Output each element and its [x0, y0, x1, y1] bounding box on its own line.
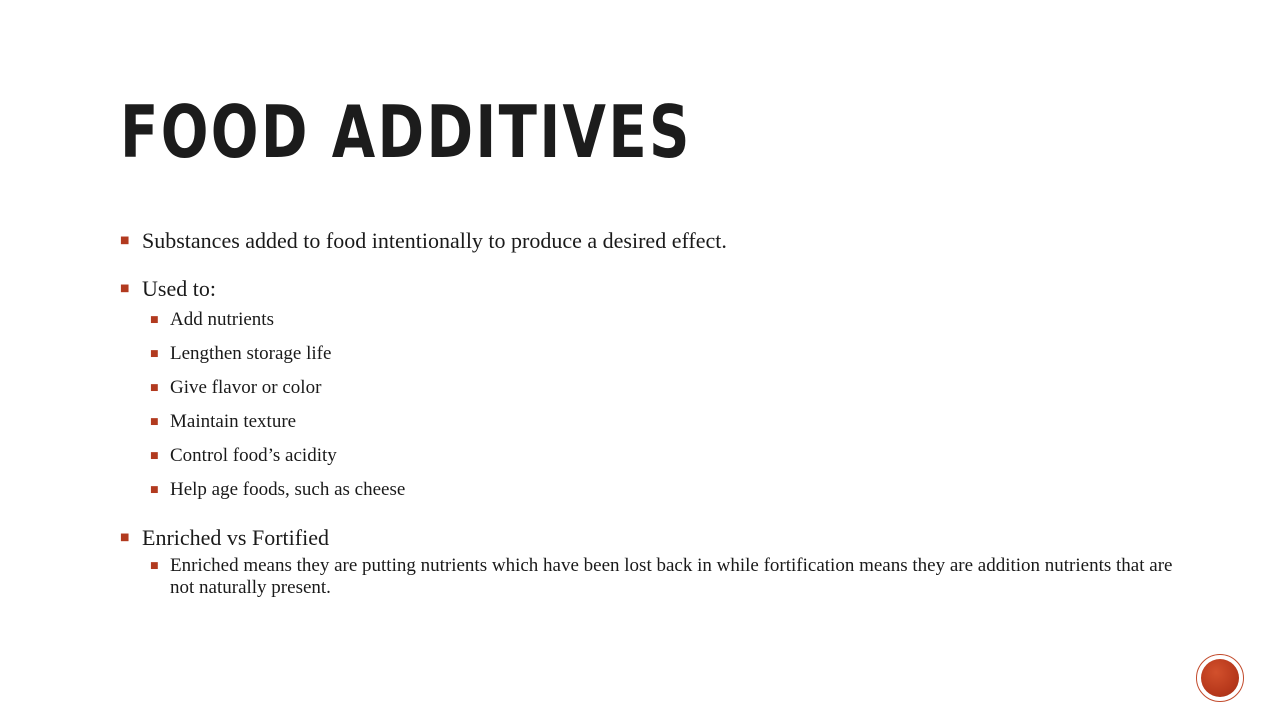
bullet-item — [120, 274, 1180, 304]
slide-title: FOOD ADDITIVES — [120, 90, 692, 174]
square-bullet-icon: ■ — [120, 532, 130, 543]
square-bullet-icon: ■ — [150, 383, 159, 393]
slide-content — [120, 226, 1180, 599]
slide-nav-circle-fill — [1201, 659, 1239, 697]
sub-bullet-item — [120, 411, 1180, 433]
sub-bullet-item — [120, 555, 1180, 599]
square-bullet-icon: ■ — [150, 485, 159, 495]
sub-bullet-item — [120, 343, 1180, 365]
sub-bullet-item — [120, 309, 1180, 331]
sub-bullet-text: Lengthen storage life — [170, 343, 332, 364]
sub-bullet-text: Help age foods, such as cheese — [170, 479, 406, 500]
sub-bullet-text: Give flavor or color — [170, 377, 322, 398]
slide-nav-circle-icon[interactable] — [1196, 654, 1244, 702]
bullet-text: Substances added to food intentionally to produce a desired effect. — [142, 228, 727, 253]
square-bullet-icon: ■ — [150, 561, 159, 571]
bullet-item — [120, 226, 1180, 256]
sub-bullet-item — [120, 479, 1180, 501]
sub-bullet-item — [120, 445, 1180, 467]
square-bullet-icon: ■ — [150, 315, 159, 325]
bullet-text: Used to: — [142, 276, 216, 301]
square-bullet-icon: ■ — [150, 451, 159, 461]
square-bullet-icon: ■ — [150, 349, 159, 359]
sub-bullet-text: Control food’s acidity — [170, 445, 337, 466]
sub-bullet-item — [120, 377, 1180, 399]
sub-bullet-text: Enriched means they are putting nutrients which have been lost back in while fortification means they are addition nutrients that are not naturally present. — [170, 555, 1173, 598]
sub-bullet-text: Maintain texture — [170, 411, 297, 432]
sub-bullet-text: Add nutrients — [170, 309, 274, 330]
square-bullet-icon: ■ — [120, 235, 130, 246]
bullet-item — [120, 523, 1180, 553]
square-bullet-icon: ■ — [120, 283, 130, 294]
square-bullet-icon: ■ — [150, 417, 159, 427]
bullet-text: Enriched vs Fortified — [142, 525, 329, 550]
